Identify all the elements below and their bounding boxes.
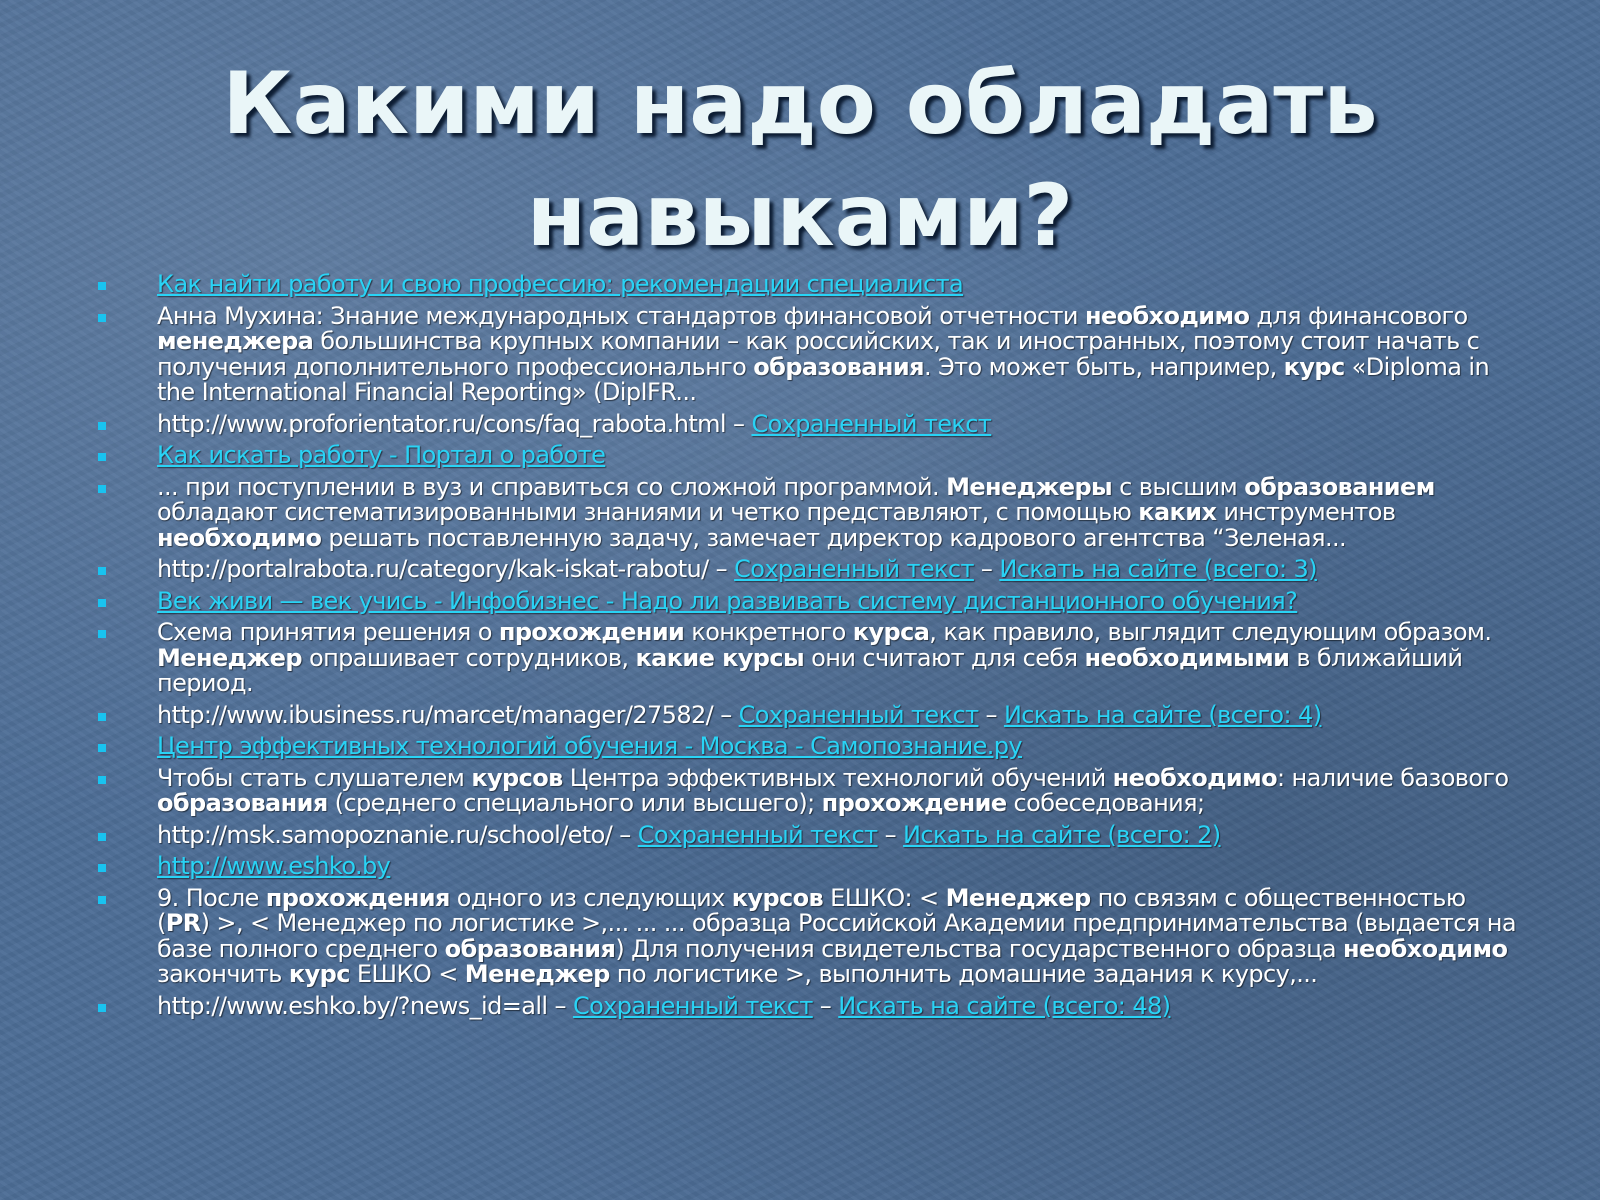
bold-text: необходимо bbox=[157, 523, 322, 552]
text: : наличие базового bbox=[1277, 763, 1509, 792]
bold-text: образования bbox=[753, 352, 924, 381]
text: решать поставленную задачу, замечает директор кадрового агентства “Зеленая... bbox=[321, 523, 1347, 552]
text: http://www.ibusiness.ru/marcet/manager/27582/ – bbox=[157, 700, 739, 729]
bold-text: образованием bbox=[1244, 472, 1435, 501]
bold-text: Менеджер bbox=[945, 883, 1091, 912]
bold-text: образования bbox=[444, 934, 616, 963]
square-bullet-icon bbox=[98, 282, 106, 290]
bold-text: PR bbox=[165, 909, 201, 937]
text: http://www.proforientator.ru/cons/faq_rabota.html – bbox=[157, 409, 752, 438]
link[interactable]: Искать на сайте (всего: 3) bbox=[999, 555, 1317, 583]
list-item bbox=[92, 883, 1522, 988]
text: конкретного bbox=[684, 618, 853, 646]
square-bullet-icon bbox=[98, 485, 106, 493]
list-item bbox=[92, 472, 1522, 552]
square-bullet-icon bbox=[98, 453, 106, 461]
list-item bbox=[92, 763, 1522, 817]
link[interactable]: Сохраненный текст bbox=[637, 820, 878, 849]
bold-text: прохождение bbox=[821, 789, 1007, 817]
list-item bbox=[92, 991, 1522, 1020]
link[interactable]: Центр эффективных технологий обучения - Москва - Самопознание.ру bbox=[157, 732, 1023, 760]
bold-text: прохождении bbox=[498, 618, 685, 646]
text: по связям с общественностью ( bbox=[157, 883, 1466, 937]
bold-text: каких bbox=[1138, 498, 1217, 526]
text: ) >, < Менеджер по логистике >,... ... ... образца Российской Академии предпринимательства (выдается на базе полного среднего bbox=[157, 909, 1516, 963]
text: опрашивает сотрудников, bbox=[301, 643, 636, 672]
bold-text: курсов bbox=[471, 763, 563, 792]
text: закончить bbox=[157, 960, 289, 988]
text: http://www.eshko.by/?news_id=all – bbox=[157, 991, 573, 1020]
list-item bbox=[92, 557, 1522, 583]
text: , как правило, выглядит следующим образом. bbox=[929, 618, 1492, 646]
bold-text: образования bbox=[157, 789, 328, 817]
square-bullet-icon bbox=[98, 896, 106, 904]
bold-text: курс bbox=[1283, 352, 1345, 381]
bold-text: курсов bbox=[731, 883, 824, 912]
text: ЕШКО < bbox=[349, 960, 465, 988]
bullet-list bbox=[92, 272, 1522, 1025]
text: 9. После bbox=[157, 883, 266, 912]
text: ... при поступлении в вуз и справиться со сложной программой. bbox=[157, 472, 947, 501]
text: http://portalrabota.ru/category/kak-iskat-rabotu/ – bbox=[157, 555, 735, 583]
square-bullet-icon bbox=[98, 1004, 106, 1012]
text: для финансового bbox=[1249, 301, 1468, 330]
text: – bbox=[978, 700, 1004, 729]
bold-text: Менеджер bbox=[157, 643, 302, 672]
link[interactable]: Сохраненный текст bbox=[734, 555, 974, 583]
link[interactable]: Сохраненный текст bbox=[572, 991, 813, 1020]
square-bullet-icon bbox=[98, 744, 106, 752]
text: – bbox=[973, 555, 1000, 583]
text: они считают для себя bbox=[804, 643, 1085, 672]
link[interactable]: Сохраненный текст bbox=[751, 409, 992, 438]
bold-text: курса bbox=[852, 618, 930, 646]
link[interactable]: http://www.eshko.by bbox=[157, 852, 391, 880]
list-item bbox=[92, 409, 1522, 438]
square-bullet-icon bbox=[98, 422, 106, 430]
list-item bbox=[92, 272, 1522, 298]
list-item bbox=[92, 854, 1522, 880]
list-item bbox=[92, 443, 1522, 469]
text: http://msk.samopoznanie.ru/school/eto/ – bbox=[157, 820, 638, 849]
list-item bbox=[92, 586, 1522, 615]
square-bullet-icon bbox=[98, 314, 106, 322]
link[interactable]: Искать на сайте (всего: 48) bbox=[838, 991, 1171, 1020]
link[interactable]: Как найти работу и свою профессию: рекомендации специалиста bbox=[157, 270, 964, 298]
text: ) Для получения свидетельства государственного образца bbox=[615, 934, 1344, 963]
square-bullet-icon bbox=[98, 630, 106, 638]
list-item bbox=[92, 620, 1522, 697]
text: Анна Мухина: Знание международных стандартов финансовой отчетности bbox=[157, 301, 1085, 330]
square-bullet-icon bbox=[98, 713, 106, 721]
bold-text: необходимыми bbox=[1084, 643, 1290, 672]
bold-text: необходимо bbox=[1112, 763, 1278, 792]
bold-text: курс bbox=[288, 960, 350, 988]
text: собеседования; bbox=[1006, 789, 1205, 817]
bold-text: Менеджер bbox=[464, 960, 610, 988]
square-bullet-icon bbox=[98, 599, 106, 607]
slide-title bbox=[160, 48, 1440, 272]
bold-text: Менеджеры bbox=[946, 472, 1113, 501]
bold-text: какие курсы bbox=[635, 643, 805, 672]
bold-text: необходимо bbox=[1084, 301, 1250, 330]
link[interactable]: Век живи — век учись - Инфобизнес - Надо ли развивать систему дистанционного обучения? bbox=[157, 586, 1298, 615]
list-item bbox=[92, 700, 1522, 729]
text: большинства крупных компании – как российских, так и иностранных, поэтому стоит начать с получения дополнительного профессиональнго bbox=[157, 327, 1480, 381]
text: – bbox=[812, 991, 839, 1020]
text: Схема принятия решения о bbox=[157, 618, 499, 646]
bold-text: прохождения bbox=[265, 883, 450, 912]
square-bullet-icon bbox=[98, 864, 106, 872]
text: обладают систематизированными знаниями и четко представляют, с помощью bbox=[157, 498, 1139, 526]
list-item bbox=[92, 301, 1522, 406]
slide-title-line-2: навыками? bbox=[526, 166, 1074, 266]
list-item bbox=[92, 820, 1522, 849]
square-bullet-icon bbox=[98, 567, 106, 575]
square-bullet-icon bbox=[98, 776, 106, 784]
text: по логистике >, выполнить домашние задания к курсу,... bbox=[609, 960, 1318, 988]
link[interactable]: Искать на сайте (всего: 4) bbox=[1003, 700, 1322, 729]
slide-title-line-1: Какими надо обладать bbox=[222, 54, 1378, 154]
bold-text: менеджера bbox=[157, 327, 314, 355]
text: – bbox=[877, 820, 904, 849]
text: Центра эффективных технологий обучений bbox=[562, 763, 1113, 792]
text: одного из следующих bbox=[449, 883, 732, 912]
text: ЕШКО: < bbox=[823, 883, 946, 912]
list-item bbox=[92, 734, 1522, 760]
text: Чтобы стать слушателем bbox=[157, 763, 472, 792]
link[interactable]: Сохраненный текст bbox=[738, 700, 979, 729]
square-bullet-icon bbox=[98, 833, 106, 841]
text: с высшим bbox=[1112, 472, 1245, 501]
link[interactable]: Как искать работу - Портал о работе bbox=[157, 441, 606, 469]
link[interactable]: Искать на сайте (всего: 2) bbox=[903, 820, 1221, 849]
text: . Это может быть, например, bbox=[923, 352, 1284, 381]
text: «Diploma in the International Financial Reporting» (DipIFR... bbox=[157, 352, 1490, 406]
bold-text: необходимо bbox=[1343, 934, 1508, 963]
text: (среднего специального или высшего); bbox=[327, 789, 822, 817]
text: в ближайший период. bbox=[157, 643, 1463, 697]
text: инструментов bbox=[1216, 498, 1396, 526]
